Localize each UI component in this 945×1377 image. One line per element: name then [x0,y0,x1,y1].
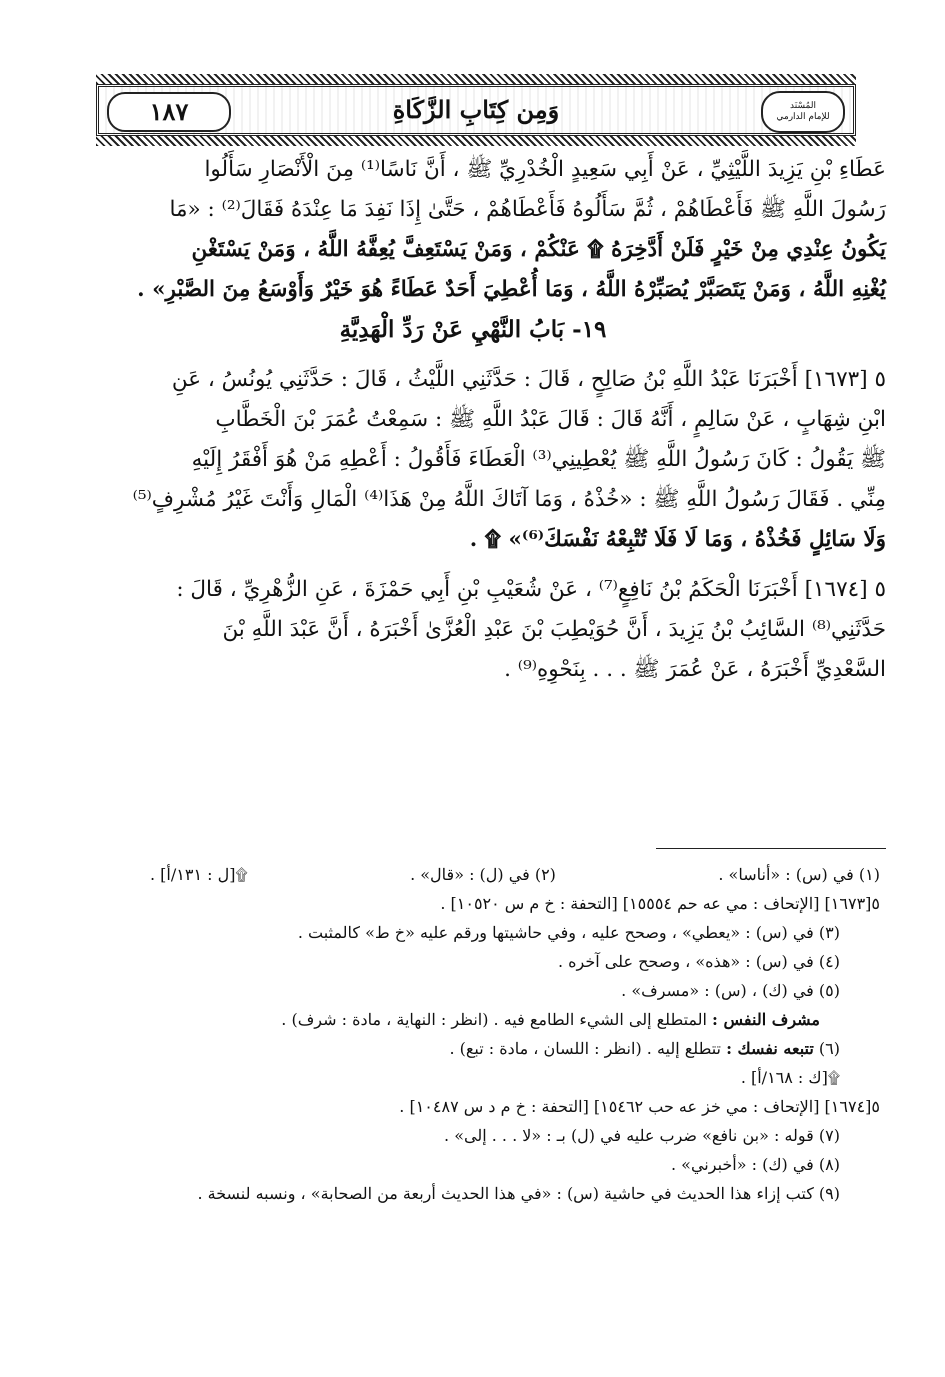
gloss-line [150,1005,880,1034]
footnote-row [150,860,880,889]
footnote-line: (٨) في (ك) : «أخبرني» . [670,1155,840,1174]
folio-ref: ۩[ك : ١٦٨/أ] . [740,1068,840,1087]
footnote-separator [656,848,886,849]
intro-line: رَسُولَ اللَّهِ ﷺ فَأَعْطَاهُمْ ، ثُمَّ سَأَلُوهُ فَأَعْطَاهُمْ ، حَتَّىٰ إِذَا نَفِدَ مَا عِنْدَهُ فَقَالَ⁽²⁾ : «مَا [169,197,886,222]
footnote-line: (٤) في (س) : «هذه» ، وصحح على آخره . [558,952,840,971]
running-title: وَمِن كِتَابِ الزَّكَاةِ [392,95,560,124]
gloss-term: تتبعه نفسك : [726,1039,814,1058]
hadith-line: مِنِّي . فَقَالَ رَسُولُ اللَّهِ ﷺ : «خُذْهُ ، وَمَا آتَاكَ اللَّهُ مِنْ هَذَا⁽⁴⁾ الْمَالِ وَأَنْتَ غَيْرُ مُشْرِفٍ⁽⁵⁾ [132,487,886,512]
hadith-line: ابْنِ شِهَابٍ ، عَنْ سَالِمٍ ، أَنَّهُ قَالَ : قَالَ عَبْدُ اللَّهِ ﷺ : سَمِعْتُ عُمَرَ بْنَ الْخَطَّابِ [215,407,886,432]
header-ornament-bottom [96,136,856,146]
seal-text-1: المُسْنَد [790,101,816,111]
hadith-line: السَّعْدِيِّ أَخْبَرَهُ ، عَنْ عُمَرَ ﷺ . . . بِنَحْوِهِ⁽⁹⁾ . [504,657,886,682]
gloss-text: تتطلع إليه . (انظر : اللسان ، مادة : تبع) . [449,1039,727,1058]
seal-text-2: للإمام الدارمي [776,112,830,122]
gloss-text: المتطلع إلى الشيء الطامع فيه . (انظر : النهاية ، مادة : شرف) . [281,1010,713,1029]
hadith-line: حَدَّثَنِي⁽⁸⁾ السَّائِبُ بْنُ يَزِيدَ ، أَنَّ حُوَيْطِبَ بْنَ عَبْدِ الْعُزَّىٰ أَخْبَرَهُ ، أَنَّ عَبْدَ اللَّهِ بْنَ [222,617,886,642]
gloss-term: مشرف النفس : [712,1010,820,1029]
footnote-2: (٢) في (ل) : «قال» . [410,865,556,884]
footnote-6-num: (٦) [813,1039,840,1058]
hadith-1674 [60,570,886,690]
footnote-line: ٥[١٦٧٣] [الإتحاف : مي عه حم ١٥٥٥٤] [التحفة : خ م س ١٠٥٢٠] . [440,894,880,913]
intro-line: يُغْنِهِ اللَّهُ ، وَمَنْ يَتَصَبَّرْ يُصَبِّرْهُ اللَّهُ ، وَمَا أُعْطِيَ أَحَدٌ عَطَاءً هُوَ خَيْرٌ وَأَوْسَعُ مِنَ الصَّبْرِ» . [137,277,886,302]
footnote-line: (٥) في (ك) ، (س) : «مسرف» . [621,981,840,1000]
hadith-1673 [60,360,886,560]
hadith-line: ﷺ يَقُولُ : كَانَ رَسُولُ اللَّهِ ﷺ يُعْطِينِي⁽³⁾ الْعَطَاءَ فَأَقُولُ : أَعْطِهِ مَنْ هُوَ أَفْقَرُ إِلَيْهِ [191,447,886,472]
header-ornament-top [96,74,856,84]
footnote-1: (١) في (س) : «أناسا» . [718,865,880,884]
main-text [60,150,886,690]
hadith-line: ٥ [١٦٧٣] أَخْبَرَنَا عَبْدُ اللَّهِ بْنُ صَالِحٍ ، قَالَ : حَدَّثَنِي اللَّيْثُ ، قَالَ : حَدَّثَنِي يُونُسُ ، عَنِ [171,367,886,392]
intro-line: عَطَاءِ بْنِ يَزِيدَ اللَّيْثِيِّ ، عَنْ أَبِي سَعِيدٍ الْخُدْرِيِّ ﷺ ، أَنَّ نَاسًا⁽¹⁾ مِنَ الْأَنْصَارِ سَأَلُوا [204,157,886,182]
intro-line: يَكُونُ عِنْدِي مِنْ خَيْرٍ فَلَنْ أَدَّخِرَهُ ۩ عَنْكُمْ ، وَمَنْ يَسْتَعِفَّ يُعِفَّهُ اللَّهُ ، وَمَنْ يَسْتَغْنِ [191,237,886,262]
footnote-line: (٧) قوله : «بن نافع» ضرب عليه في (ل) بـ : «لا . . . إلى» . [444,1126,840,1145]
hadith-line: وَلَا سَائِلٍ فَخُذْهُ ، وَمَا لَا فَلَا تُتْبِعْهُ نَفْسَكَ⁽⁶⁾» ۩ . [469,527,886,552]
footnote-line: (٣) في (س) : «يعطي» ، وصحح عليه ، وفي حاشيتها ورقم عليه «خ ط» كالمثبت . [297,923,840,942]
footnotes [150,860,880,1208]
page-header [96,84,856,136]
footnote-line: ٥[١٦٧٤] [الإتحاف : مي خز عه حب ١٥٤٦٢] [التحفة : خ م د س ١٠٤٨٧] . [399,1097,880,1116]
folio-ref: ۩[ل : ١٣١/أ] . [150,865,248,884]
book-seal-logo [761,91,845,133]
chapter-heading: ١٩- بَابُ النَّهْيِ عَنْ رَدِّ الْهَدِيَّةِ [339,316,607,343]
hadith-line: ٥ [١٦٧٤] أَخْبَرَنَا الْحَكَمُ بْنُ نَافِعٍ⁽⁷⁾ ، عَنْ شُعَيْبِ بْنِ أَبِي حَمْزَةَ ، عَنِ الزُّهْرِيِّ ، قَالَ : [176,577,886,602]
footnote-line: (٩) كتب إزاء هذا الحديث في حاشية (س) : «في هذا الحديث أربعة من الصحابة» ، ونسبه لنسخة . [197,1184,840,1203]
footnote-line [150,1034,880,1063]
page-number: ١٨٧ [107,92,231,132]
